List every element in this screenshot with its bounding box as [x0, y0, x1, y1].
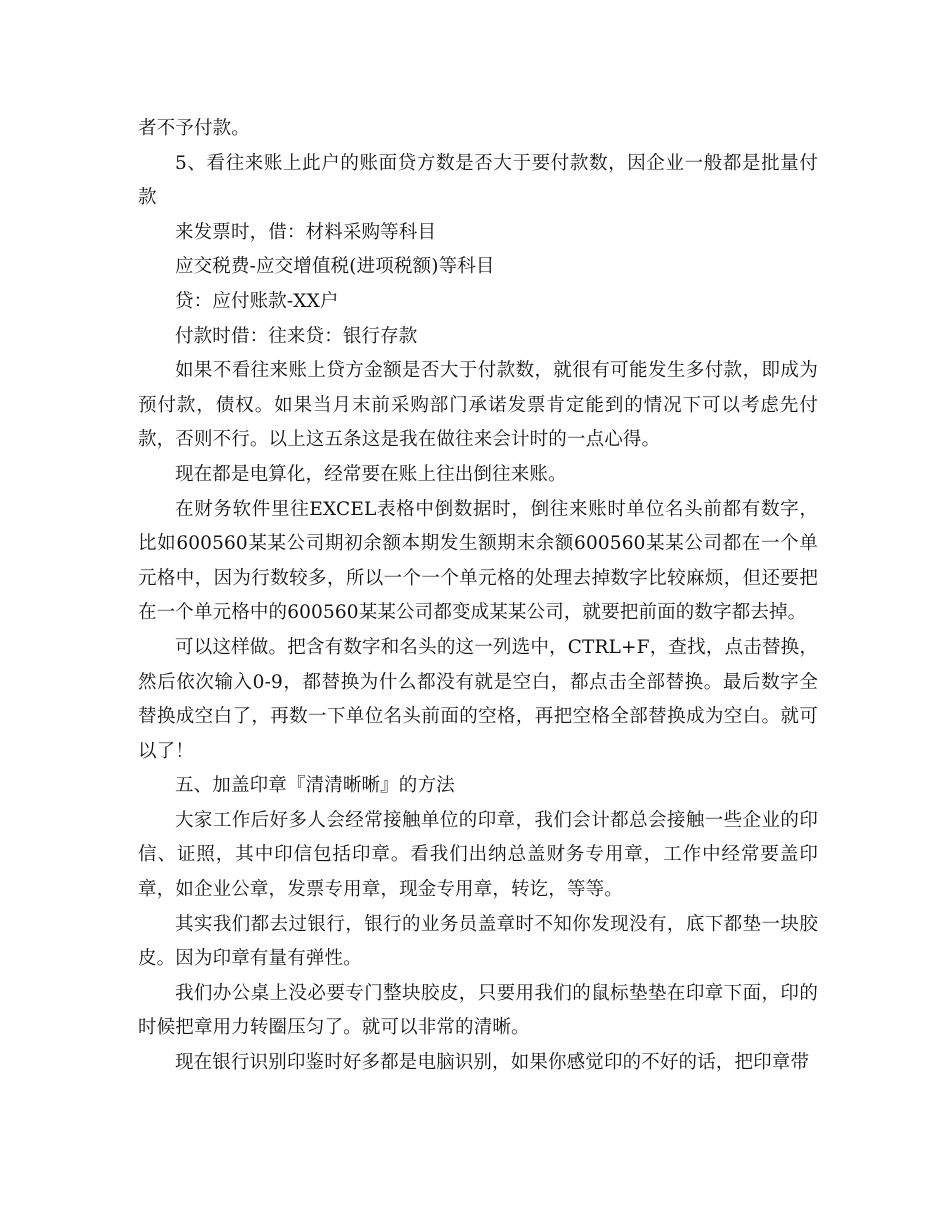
paragraph-item-5: 5、看往来账上此户的账面贷方数是否大于要付款数，因企业一般都是批量付款 — [138, 152, 818, 209]
paragraph-bank-rubber: 其实我们都去过银行，银行的业务员盖章时不知你发现没有，底下都垫一块胶皮。因为印章有量有弹性。 — [138, 913, 818, 970]
paragraph-bank-recognition: 现在银行识别印鉴时好多都是电脑识别，如果你感觉印的不好的话，把印章带 — [175, 1052, 810, 1074]
document-body — [138, 112, 818, 1081]
paragraph-continuation: 者不予付款。 — [138, 118, 250, 139]
paragraph-replace-method: 可以这样做。把含有数字和名头的这一列选中，CTRL+F，查找，点击替换，然后依次输入0-9，都替换为什么都没有就是空白，都点击全部替换。最后数字全替换成空白了，再数一下单位名头前面的空格，再把空格全部替换成为空白。就可以了！ — [138, 636, 818, 762]
paragraph-stamp-intro: 大家工作后好多人会经常接触单位的印章，我们会计都总会接触一些企业的印信、证照，其中印信包括印章。看我们出纳总盖财务专用章，工作中经常要盖印章，如企业公章，发票专用章，现金专用章，转讫，等等。 — [138, 809, 818, 901]
paragraph-payment-entry: 付款时借：往来贷：银行存款 — [175, 325, 418, 347]
paragraph-overpayment-note: 如果不看往来账上贷方金额是否大于付款数，就很有可能发生多付款，即成为预付款，债权。如果当月末前采购部门承诺发票肯定能到的情况下可以考虑先付款，否则不行。以上这五条这是我在做往来会计时的一点心得。 — [138, 360, 818, 451]
paragraph-tax-account: 应交税费-应交增值税(进项税额)等科目 — [175, 256, 495, 278]
paragraph-computerization: 现在都是电算化，经常要在账上往出倒往来账。 — [175, 463, 567, 485]
section-heading-stamp: 五、加盖印章『清清晰晰』的方法 — [175, 775, 455, 797]
paragraph-excel-export: 在财务软件里往EXCEL表格中倒数据时，倒往来账时单位名头前都有数字，比如600560某某公司期初余额本期发生额期末余额600560某某公司都在一个单元格中，因为行数较多，所以一个一个单元格的处理去掉数字比较麻烦，但还要把在一个单元格中的600560某某公司都变成某某公司，就要把前面的数字都去掉。 — [138, 498, 818, 624]
paragraph-credit-account: 贷：应付账款-XX户 — [175, 290, 339, 312]
paragraph-mouse-pad: 我们办公桌上没必要专门整块胶皮，只要用我们的鼠标垫垫在印章下面，印的时候把章用力转圈压匀了。就可以非常的清晰。 — [138, 982, 818, 1039]
paragraph-invoice-debit: 来发票时，借：材料采购等科目 — [175, 221, 437, 243]
